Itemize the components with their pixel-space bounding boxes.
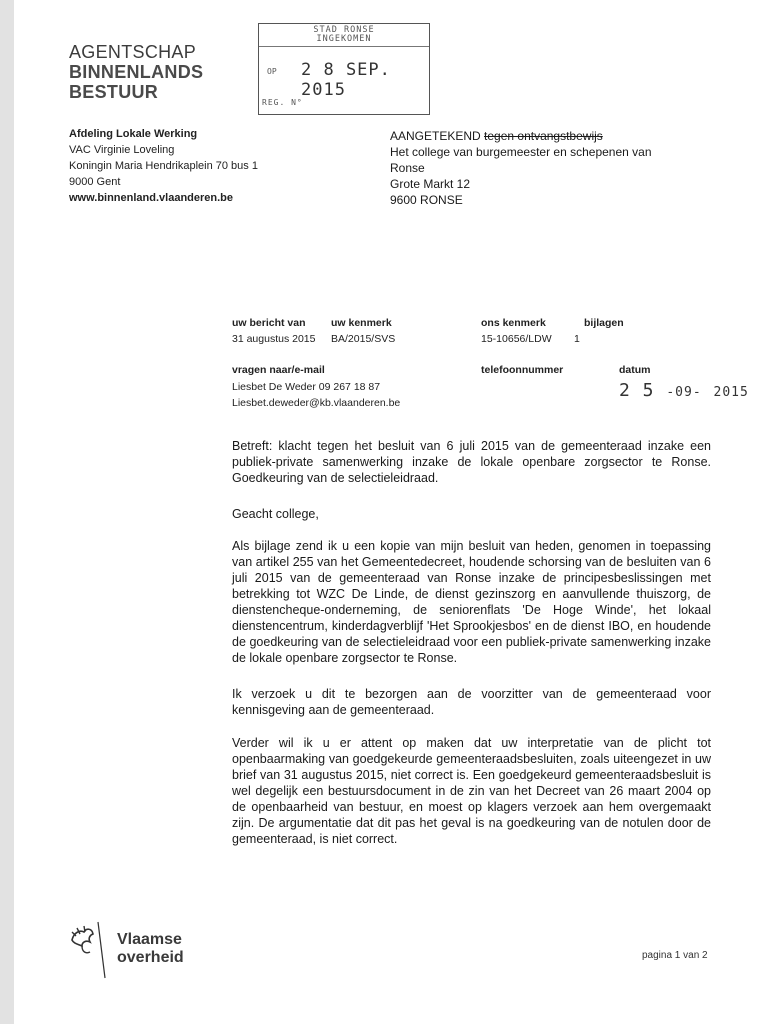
recipient-name: Het college van burgemeester en schepenen van <box>390 145 652 159</box>
date-stamp <box>619 380 749 401</box>
stamp-reg: REG. N° <box>262 98 303 107</box>
page-number: pagina 1 van 2 <box>642 950 708 961</box>
date-year: 2015 <box>713 385 749 400</box>
delivery-method <box>390 128 652 144</box>
bijlagen-value: 1 <box>574 333 580 345</box>
salutation: Geacht college, <box>232 507 319 521</box>
uw-kenmerk-value: BA/2015/SVS <box>331 333 396 345</box>
vo-logo-line: Vlaamse <box>117 931 182 948</box>
sender-address: Koningin Maria Hendrikaplein 70 bus 1 <box>69 160 258 172</box>
agency-logo <box>69 42 203 102</box>
body-paragraph: Verder wil ik u er attent op maken dat uw interpretatie van de plicht tot openbaarmaking van goedgekeurde gemeenteraadsbesluiten, zoals uiteengezet in uw brief van 31 augustus 2015, niet correct is. Een goedgekeurd gemeenteraadsbesluit is wel degelijk een bestuursdocument in de zin van het Decreet van 26 maart 2004 op de openbaarheid van bestuur, en moest op klagers verzoek aan hem overgemaakt zijn. De argumentatie dat dit pas het geval is na goedkeuring van de notulen door de gemeenteraad, is niet correct. <box>232 736 711 846</box>
contact-phone: 09 267 18 87 <box>318 381 381 393</box>
recipient-name-cont: Ronse <box>390 161 425 175</box>
date-day: 2 5 <box>619 380 655 401</box>
sender-city: 9000 Gent <box>69 176 121 188</box>
bijlagen-label: bijlagen <box>584 317 624 329</box>
contact-person <box>232 380 380 394</box>
vragen-label: vragen naar/e-mail <box>232 364 325 376</box>
agency-logo-line: AGENTSCHAP <box>69 42 197 62</box>
sender-website: www.binnenland.vlaanderen.be <box>69 192 234 204</box>
vlaamse-overheid-logo <box>117 931 184 967</box>
stamp-city: STAD RONSE <box>313 25 375 35</box>
contact-email: Liesbet.deweder@kb.vlaanderen.be <box>232 397 401 409</box>
body-paragraph: Ik verzoek u dit te bezorgen aan de voorzitter van de gemeenteraad voor kennisgeving aan de gemeenteraad. <box>232 687 711 717</box>
stamp-divider <box>259 46 429 47</box>
flemish-lion-icon <box>68 918 110 980</box>
ons-kenmerk-value: 15-10656/LDW <box>481 333 552 345</box>
agency-logo-line: BINNENLANDS <box>69 62 204 82</box>
sender-block <box>69 126 258 206</box>
datum-label: datum <box>619 364 651 376</box>
uw-kenmerk-label: uw kenmerk <box>331 317 392 329</box>
uw-bericht-value: 31 augustus 2015 <box>232 333 316 345</box>
stamp-date: 2 8 SEP. 2015 <box>301 60 391 100</box>
recipient-block <box>390 128 652 208</box>
ons-kenmerk-label: ons kenmerk <box>481 317 546 329</box>
date-month: -09- <box>666 385 702 400</box>
stamp-label: INGEKOMEN <box>316 34 372 44</box>
received-stamp <box>258 23 430 115</box>
contact-name: Liesbet De Weder <box>232 381 316 393</box>
telefoon-label: telefoonnummer <box>481 364 564 376</box>
struck-label: tegen ontvangstbewijs <box>484 129 603 143</box>
agency-logo-line: BESTUUR <box>69 82 159 102</box>
recipient-street: Grote Markt 12 <box>390 177 471 191</box>
uw-bericht-label: uw bericht van <box>232 317 306 329</box>
sender-department: Afdeling Lokale Werking <box>69 128 198 140</box>
sender-contact: VAC Virginie Loveling <box>69 144 175 156</box>
body-paragraph: Als bijlage zend ik u een kopie van mijn besluit van heden, genomen in toepassing van artikel 255 van het Gemeentedecreet, houdende schorsing van de besluiten van 6 juli 2015 van de gemeenteraad van Ronse inzake de principesbeslissingen met betrekking tot WZC De Linde, de dienst gezinszorg en aanvullende thuiszorg, de dienstencheque-onderneming, de seniorenflats 'De Hoge Winde', het lokaal dienstencentrum, kinderdagverblijf 'Het Sprookjesbos' en de dienst IBO, en houdende de goedkeuring van de selectieleidraad voor een publiek-private samenwerking inzake de lokale openbare zorgsector te Ronse. <box>232 539 711 665</box>
recipient-city: 9600 RONSE <box>390 193 463 207</box>
registered-label: AANGETEKEND <box>390 129 481 143</box>
vo-logo-line: overheid <box>117 949 184 966</box>
stamp-op: OP <box>267 67 277 76</box>
scan-page-edge <box>0 0 14 1024</box>
subject-line: Betreft: klacht tegen het besluit van 6 juli 2015 van de gemeenteraad inzake een publiek-private samenwerking inzake de lokale openbare zorgsector te Ronse. Goedkeuring van de selectieleidraad. <box>232 439 711 485</box>
